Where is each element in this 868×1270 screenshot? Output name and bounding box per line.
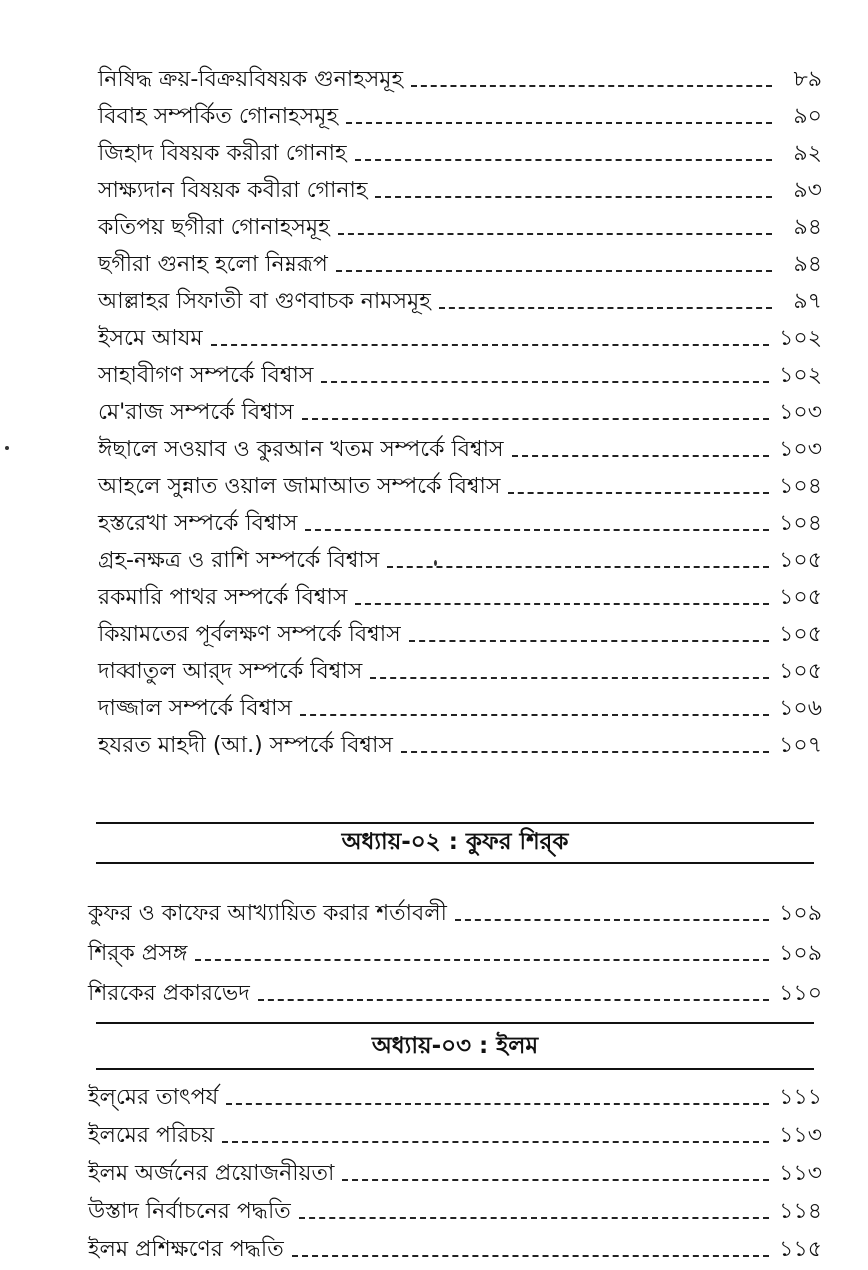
dotted-leader — [411, 83, 772, 87]
page-number: ১১৪ — [779, 1199, 822, 1224]
toc-entry — [88, 1082, 822, 1114]
page-number: ৮৯ — [793, 67, 822, 92]
page-number: ১০৫ — [779, 585, 822, 610]
page-number: ১০৯ — [779, 901, 822, 926]
entry-title: ইল্‌মের তাৎপর্য — [88, 1085, 219, 1110]
toc-entry — [98, 471, 822, 503]
toc-entry — [88, 938, 822, 970]
entry-title: শির্‌ক প্রসঙ্গ — [88, 941, 188, 966]
entry-title: সাহাবীগণ সম্পর্কে বিশ্বাস — [98, 363, 314, 388]
page-number: ১০৫ — [779, 548, 822, 573]
entry-title: আহলে সুন্নাত ওয়াল জামাআত সম্পর্কে বিশ্বাস — [98, 474, 501, 499]
toc-entry — [98, 656, 822, 688]
dotted-leader — [258, 997, 769, 1001]
page-number: ১১১ — [779, 1085, 822, 1110]
entry-title: কিয়ামতের পূর্বলক্ষণ সম্পর্কে বিশ্বাস — [98, 622, 401, 647]
dotted-leader — [455, 917, 769, 921]
page-number: ১০৯ — [779, 941, 822, 966]
toc-entry — [88, 1158, 822, 1190]
entry-title: ঈছালে সওয়াব ও কুরআন খতম সম্পর্কে বিশ্বাস — [98, 437, 504, 462]
toc-entry — [88, 978, 822, 1010]
page-number: ৯৭ — [793, 289, 822, 314]
dotted-leader — [300, 712, 769, 716]
dotted-leader — [439, 305, 772, 309]
entry-title: গ্রহ-নক্ষত্র ও রাশি সম্পর্কে বিশ্বাস — [98, 548, 380, 573]
scan-speck — [5, 446, 9, 450]
entry-title: আল্লাহর সিফাতী বা গুণবাচক নামসমূহ — [98, 289, 431, 314]
page-number: ১০৩ — [779, 400, 822, 425]
page-number: ১০৬ — [779, 696, 822, 721]
chapter-heading: অধ্যায়-০৩ : ইলম — [371, 1033, 539, 1059]
page-number: ১০৪ — [779, 474, 822, 499]
entry-title: নিষিদ্ধ ক্রয়-বিক্রয়বিষয়ক গুনাহসমূহ — [98, 67, 404, 92]
entry-title: হযরত মাহদী (আ.) সম্পর্কে বিশ্বাস — [98, 733, 393, 758]
page-number: ১০২ — [779, 363, 822, 388]
entry-title: জিহাদ বিষয়ক করীরা গোনাহ — [98, 141, 347, 166]
dotted-leader — [370, 675, 769, 679]
toc-entry — [98, 360, 822, 392]
toc-entry — [98, 323, 822, 355]
page-number: ১০২ — [779, 326, 822, 351]
toc-entry — [98, 397, 822, 429]
toc-entry — [98, 286, 822, 318]
dotted-leader — [508, 490, 769, 494]
chapter-rule-top — [96, 822, 814, 824]
entry-title: কতিপয় ছগীরা গোনাহসমূহ — [98, 215, 330, 240]
dotted-leader — [375, 194, 772, 198]
entry-title: উস্তাদ নির্বাচনের পদ্ধতি — [88, 1199, 291, 1224]
toc-entry — [98, 64, 822, 96]
page-number: ১১৫ — [779, 1237, 822, 1262]
dotted-leader — [342, 1177, 769, 1181]
page-number: ৯২ — [793, 141, 822, 166]
dotted-leader — [387, 564, 769, 568]
toc-entry — [98, 175, 822, 207]
toc-entry — [88, 898, 822, 930]
scan-speck — [434, 560, 437, 566]
dotted-leader — [346, 120, 772, 124]
toc-entry — [88, 1120, 822, 1152]
toc-entry — [98, 619, 822, 651]
entry-title: ইলম প্রশিক্ষণের পদ্ধতি — [88, 1237, 284, 1262]
chapter-rule-bottom — [96, 1068, 814, 1070]
entry-title: রকমারি পাথর সম্পর্কে বিশ্বাস — [98, 585, 348, 610]
toc-entry — [98, 508, 822, 540]
toc-entry — [88, 1196, 822, 1228]
dotted-leader — [355, 601, 769, 605]
dotted-leader — [292, 1253, 769, 1257]
page-number: ১০৭ — [779, 733, 822, 758]
page-number: ৯৪ — [793, 252, 822, 277]
page-number: ১০৪ — [779, 511, 822, 536]
toc-entry — [98, 545, 822, 577]
entry-title: দাব্বাতুল আর্‌দ সম্পর্কে বিশ্বাস — [98, 659, 363, 684]
entry-title: শিরকের প্রকারভেদ — [88, 981, 250, 1006]
chapter-rule-top — [96, 1022, 814, 1024]
dotted-leader — [211, 342, 770, 346]
dotted-leader — [226, 1101, 769, 1105]
dotted-leader — [302, 416, 770, 420]
toc-entry — [98, 582, 822, 614]
page-number: ১১০ — [779, 981, 822, 1006]
dotted-leader — [409, 638, 770, 642]
dotted-leader — [305, 527, 769, 531]
toc-entry — [98, 693, 822, 725]
entry-title: বিবাহ সম্পর্কিত গোনাহসমূহ — [98, 104, 339, 129]
page-number: ১০৫ — [779, 659, 822, 684]
entry-title: ছগীরা গুনাহ হলো নিম্নরূপ — [98, 252, 328, 277]
page-number: ৯৪ — [793, 215, 822, 240]
entry-title: মে'রাজ সম্পর্কে বিশ্বাস — [98, 400, 294, 425]
entry-title: সাক্ষ্যদান বিষয়ক কবীরা গোনাহ — [98, 178, 368, 203]
dotted-leader — [299, 1215, 769, 1219]
toc-entry — [98, 138, 822, 170]
dotted-leader — [338, 231, 772, 235]
page-number: ৯০ — [793, 104, 822, 129]
entry-title: ইসমে আযম — [98, 326, 203, 351]
entry-title: ইলমের পরিচয় — [88, 1123, 215, 1148]
page-number: ১১৩ — [779, 1161, 822, 1186]
page-number: ১১৩ — [779, 1123, 822, 1148]
chapter-heading: অধ্যায়-০২ : কুফর শির্‌ক — [341, 829, 569, 855]
entry-title: কুফর ও কাফের আখ্যায়িত করার শর্তাবলী — [88, 901, 447, 926]
dotted-leader — [512, 453, 770, 457]
toc-entry — [98, 101, 822, 133]
page-number: ১০৩ — [779, 437, 822, 462]
page-number: ১০৫ — [779, 622, 822, 647]
dotted-leader — [401, 749, 769, 753]
toc-entry — [98, 249, 822, 281]
dotted-leader — [195, 957, 769, 961]
dotted-leader — [321, 379, 769, 383]
toc-entry — [98, 730, 822, 762]
entry-title: ইলম অর্জনের প্রয়োজনীয়তা — [88, 1161, 335, 1186]
dotted-leader — [336, 268, 772, 272]
toc-entry — [98, 212, 822, 244]
toc-entry — [88, 1234, 822, 1266]
page-number: ৯৩ — [793, 178, 822, 203]
dotted-leader — [222, 1139, 769, 1143]
toc-entry — [98, 434, 822, 466]
dotted-leader — [355, 157, 772, 161]
chapter-rule-bottom — [96, 862, 814, 864]
entry-title: হস্তরেখা সম্পর্কে বিশ্বাস — [98, 511, 298, 536]
entry-title: দাজ্জাল সম্পর্কে বিশ্বাস — [98, 696, 293, 721]
